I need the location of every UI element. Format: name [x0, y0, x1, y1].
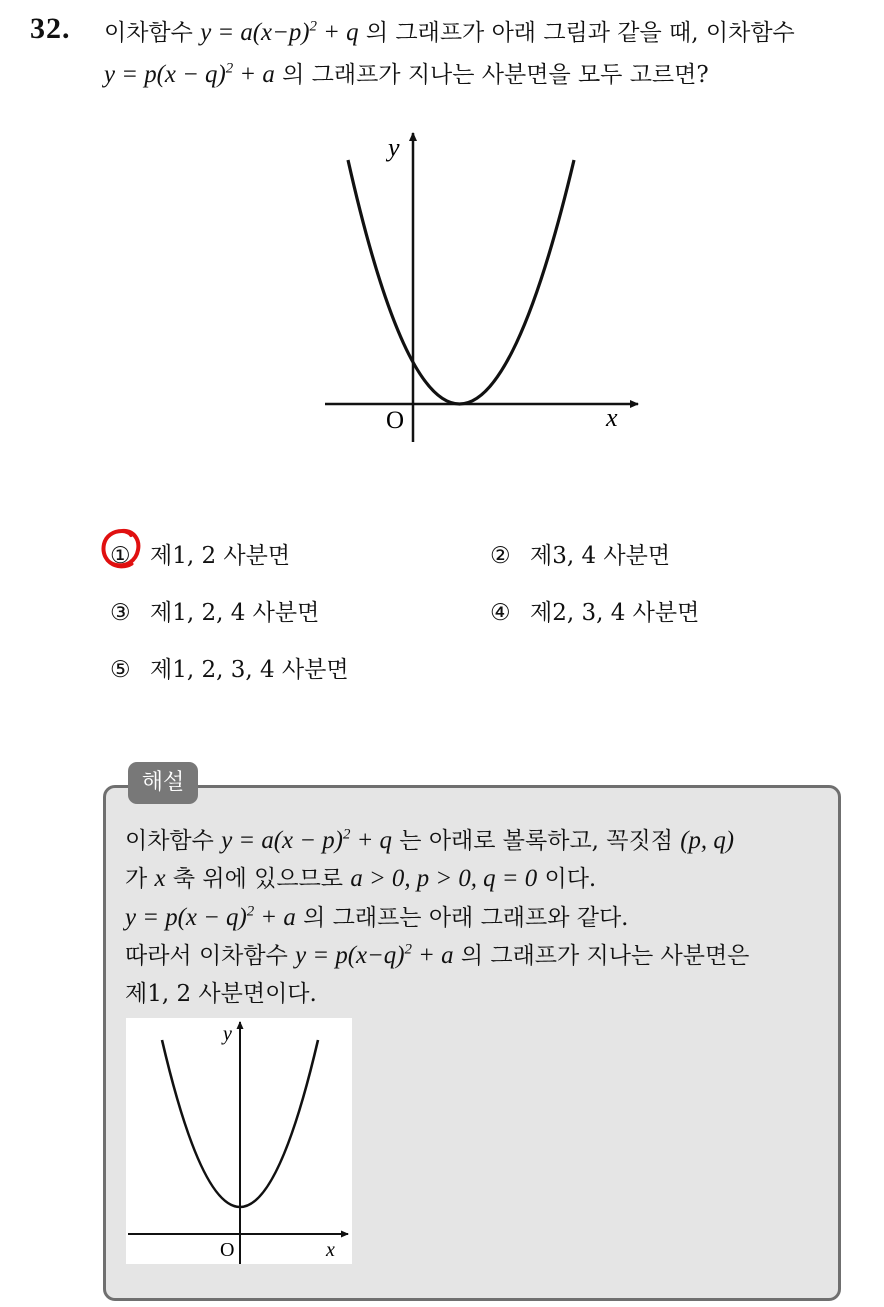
choice-5[interactable]: ⑤ 제1, 2, 3, 4 사분면 — [110, 657, 349, 683]
question-line-2 — [104, 56, 709, 89]
origin-label: O — [386, 407, 405, 434]
solution-line-2: 가 x 축 위에 있으므로 a > 0, p > 0, q = 0 이다. — [125, 865, 597, 892]
choice-1[interactable]: ① 제1, 2 사분면 — [110, 543, 291, 569]
solution-origin-label: O — [220, 1239, 235, 1261]
target-function: $y = p(x - q)^2 + a$ — [104, 60, 275, 88]
question-graph — [320, 130, 650, 450]
solution-graph — [126, 1018, 352, 1264]
solution-line-1: 이차함수 $y = a(x - p)^2 + q$ 는 아래로 볼록하고, 꼭짓점 (p, q) — [125, 826, 735, 854]
choice-3[interactable]: ③ 제1, 2, 4 사분면 — [110, 600, 320, 626]
solution-label: 해설 — [128, 762, 198, 804]
answer-circle-mark — [98, 525, 144, 571]
x-axis-label: x — [606, 403, 618, 432]
question-number: 32. — [30, 12, 71, 45]
choice-2[interactable]: ② 제3, 4 사분면 — [490, 543, 671, 569]
parabola-curve — [348, 160, 574, 404]
y-axis-label: y — [388, 133, 400, 162]
choice-4[interactable]: ④ 제2, 3, 4 사분면 — [490, 600, 700, 626]
solution-line-5: 제1, 2 사분면이다. — [125, 981, 317, 1007]
given-function: $y = a(x-p)^2 + q$ — [200, 18, 359, 46]
question-text: 의 그래프가 아래 그림과 같을 때, 이차함수 — [358, 20, 795, 46]
question-line-1 — [104, 14, 795, 47]
solution-line-4: 따라서 이차함수 $y = p(x-q)^2 + a$ 의 그래프가 지나는 사분면은 — [125, 941, 750, 969]
solution-x-label: x — [326, 1239, 335, 1261]
solution-y-label: y — [223, 1023, 232, 1045]
question-lead: 이차함수 — [104, 20, 193, 46]
solution-line-3: $y = p(x - q)^2 + a$ 의 그래프는 아래 그래프와 같다. — [125, 903, 629, 931]
question-text-2: 의 그래프가 지나는 사분면을 모두 고르면? — [274, 62, 709, 88]
